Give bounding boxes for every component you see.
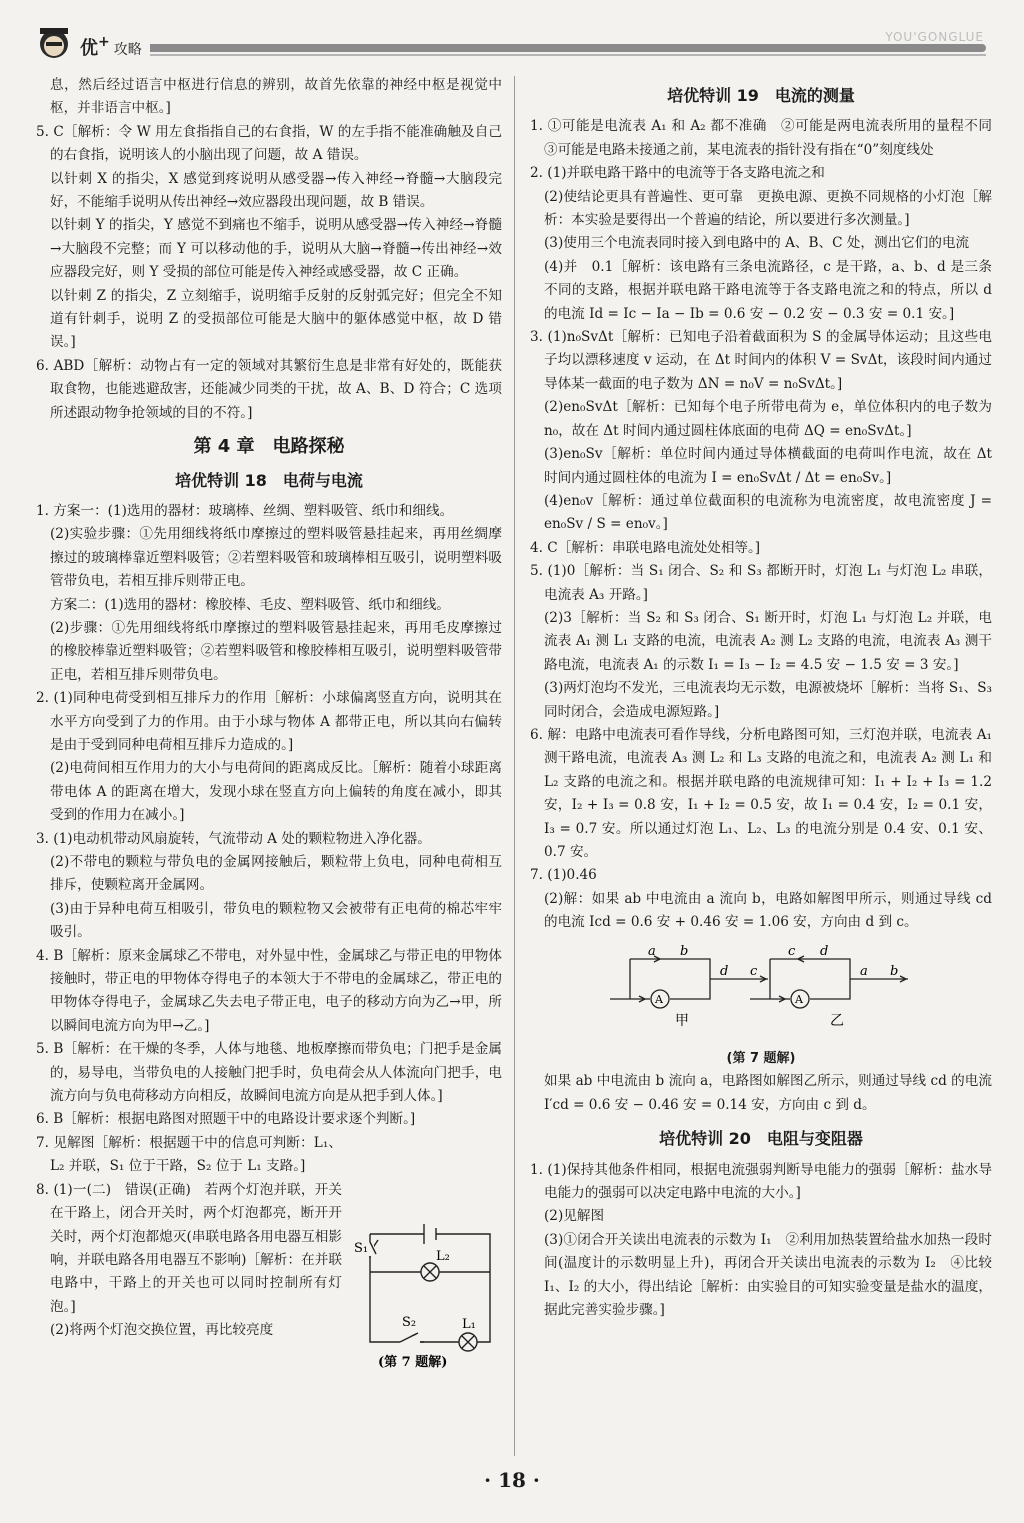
answer-5-part-1: 5. C［解析：令 W 用左食指指自己的右食指，W 的左手指不能准确触及自己的右食指，说明该人的小脑出现了问题，故 A 错误。 xyxy=(36,123,502,164)
circuit-diagrams-q7 xyxy=(530,939,992,1039)
s19-answer-2-part-1: 2. (1)并联电路干路中的电流等于各支路电流之和 xyxy=(530,165,825,182)
label-yi: 乙 xyxy=(830,1012,844,1029)
label-jia-a: a xyxy=(648,943,656,959)
s19-answer-3-part-3: (3)en₀Sv［解析：单位时间内通过导体横截面的电荷叫作电流，故在 Δt 时间内通过圆柱体的电流为 I = en₀SvΔt / Δt = en₀Sv。] xyxy=(544,446,992,486)
s18-answer-2-part-1: 2. (1)同种电荷受到相互排斥力的作用［解析：小球偏离竖直方向，说明其在水平方向受到了力的作用。由于小球与物体 A 都带正电，所以其向右偏转是由于受到同种电荷相互排斥力造成的。] xyxy=(36,690,502,753)
label-jia: 甲 xyxy=(675,1012,689,1029)
answer-5-part-2: 以针刺 X 的指尖，X 感觉到疼说明从感受器→传入神经→脊髓→大脑段完好，不能缩手说明从传出神经→效应器段出现问题，故 B 错误。 xyxy=(50,170,502,211)
s19-answer-2-part-3: (3)使用三个电流表同时接入到电路中的 A、B、C 处，测出它们的电流 xyxy=(544,235,970,252)
page-number: · 18 · xyxy=(484,1468,540,1492)
s18-answer-7: 7. 见解图［解析：根据题干中的信息可判断：L₁、L₂ 并联，S₁ 位于干路，S₂ 位于 L₁ 支路。] xyxy=(36,1134,342,1175)
s18-answer-8-part-1: 8. (1)一(二) 错误(正确) 若两个灯泡并联，开关在干路上，闭合开关时，两个灯泡都亮，断开开关时，两个灯泡都熄灭(串联电路各用电器互相影响，并联电路各用电器互不影响)［解析：在并联电路中，干路上的开关也可以同时控制所有灯泡。] xyxy=(36,1181,342,1315)
s18-answer-8-part-2: (2)将两个灯泡交换位置，再比较亮度 xyxy=(50,1322,274,1339)
s18-answer-3-part-2: (2)不带电的颗粒与带负电的金属网接触后，颗粒带上负电，同种电荷相互排斥，使颗粒离开金属网。 xyxy=(50,854,502,894)
label-yi-c: c xyxy=(788,943,796,959)
chapter-title: 第 4 章 电路探秘 xyxy=(193,436,345,458)
intro-text: 息，然后经过语言中枢进行信息的辨别，故首先依靠的神经中枢是视觉中枢，并非语言中枢。] xyxy=(50,77,502,117)
s18-answer-3-part-3: (3)由于异种电荷互相吸引，带负电的颗粒物又会被带有正电荷的棉芯牢牢吸引。 xyxy=(50,900,502,941)
label-yi-b: b xyxy=(890,963,899,979)
label-l1: L₁ xyxy=(462,1317,476,1332)
s19-answer-2-part-4: (4)并 0.1［解析：该电路有三条电流路径，c 是干路，a、b、d 是三条不同的支路，根据并联电路干路电流等于各支路电流之和的特点，所以 d 的电流 Id = Ic − Ia − Ib = 0.6 安 − 0.2 安 − 0.3 安 = 0.1 安。] xyxy=(544,258,992,322)
s20-answer-1-part-3: (3)①闭合开关读出电流表的示数为 I₁ ②利用加热装置给盐水加热一段时间(温度计的示数明显上升)，再闭合开关读出电流表的示数为 I₂ ④比较 I₁、I₂ 的大小，得出结论［解析：由实验目的可知实验变量是盐水的温度，据此完善实验步骤。] xyxy=(544,1231,992,1319)
s18-answer-1-part-1: 1. 方案一：(1)选用的器材：玻璃棒、丝绸、塑料吸管、纸巾和细线。 xyxy=(36,502,454,519)
s19-answer-2-part-2: (2)使结论更具有普遍性、更可靠 更换电源、更换不同规格的小灯泡［解析：本实验是要得出一个普遍的结论，所以要进行多次测量。] xyxy=(544,188,992,229)
label-yi-d: d xyxy=(820,943,829,959)
s19-answer-7-part-2: (2)解：如果 ab 中电流由 a 流向 b，电路如解图甲所示，则通过导线 cd 的电流 Icd = 0.6 安 + 0.46 安 = 1.06 安，方向由 d 到 c。 xyxy=(544,890,992,931)
s19-answer-1: 1. ①可能是电流表 A₁ 和 A₂ 都不准确 ②可能是两电流表所用的量程不同 ③可能是电路未接通之前，某电流表的指针没有指在“0”刻度线处 xyxy=(530,118,1006,158)
s20-answer-1-part-1: 1. (1)保持其他条件相同，根据电流强弱判断导电能力的强弱［解析：盐水导电能力的强弱可以决定电路中电流的大小。] xyxy=(530,1161,992,1202)
label-jia-c: c xyxy=(750,963,758,979)
s19-answer-3-part-4: (4)en₀v［解析：通过单位截面积的电流称为电流密度，故电流密度 J = en₀Sv / S = en₀v。] xyxy=(544,492,992,533)
s19-answer-5-part-1: 5. (1)0［解析：当 S₁ 闭合、S₂ 和 S₃ 都断开时，灯泡 L₁ 与灯泡 L₂ 串联，电流表 A₃ 开路。] xyxy=(530,563,992,603)
label-l2: L₂ xyxy=(436,1249,450,1264)
section-19-title: 培优特训 19 电流的测量 xyxy=(667,86,855,105)
answer-5-part-3: 以针刺 Y 的指尖，Y 感觉不到痛也不缩手，说明从感受器→传入神经→脊髓→大脑段不完整；而 Y 可以移动他的手，说明从大脑→脊髓→传出神经→效应器段完好，则 Y 受损的部位可能是传入神经或感受器，故 C 正确。 xyxy=(50,217,502,281)
section-20-title: 培优特训 20 电阻与变阻器 xyxy=(659,1129,863,1149)
section-18-title: 培优特训 18 电荷与电流 xyxy=(175,470,363,490)
label-s2: S₂ xyxy=(402,1315,417,1330)
s18-answer-2-part-2: (2)电荷间相互作用力的大小与电荷间的距离成反比。［解析：随着小球距离带电体 A 的距离在增大，发现小球在竖直方向上偏转的角度在减小，即其受到的作用力在减小。] xyxy=(50,760,502,824)
header-rule-thin xyxy=(150,54,986,56)
figure-caption-right: (第 7 题解) xyxy=(726,1051,796,1067)
s19-answer-7-part-3: 如果 ab 中电流由 b 流向 a，电路图如解图乙所示，则通过导线 cd 的电流 I′cd = 0.6 安 − 0.46 安 = 0.14 安，方向由 c 到 d。 xyxy=(544,1073,992,1113)
brand-logo: 优+ 攻略 xyxy=(80,34,142,59)
header-series-name: YOU'GONGLUE xyxy=(885,30,984,44)
s19-answer-3-part-1: 3. (1)n₀SvΔt［解析：已知电子沿着截面积为 S 的金属导体运动；且这些电子均以漂移速度 v 运动，在 Δt 时间内的体积 V = SvΔt，该段时间内通过导体某一截面的电子数为 ΔN = n₀V = n₀SvΔt。] xyxy=(530,329,992,392)
answer-5-part-4: 以针刺 Z 的指尖，Z 立刻缩手，说明缩手反射的反射弧完好；但完全不知道有针刺手，说明 Z 的受损部位可能是大脑中的躯体感觉中枢，故 D 错误。] xyxy=(50,287,502,351)
s19-answer-6: 6. 解：电路中电流表可看作导线，分析电路图可知，三灯泡并联，电流表 A₁ 测干路电流，电流表 A₃ 测 L₂ 和 L₃ 支路的电流之和，电流表 A₂ 测 L₁ 和 L₂ 支路的电流之和。根据并联电路的电流规律可知：I₁ + I₂ + I₃ = 1.2 安，I₂ + I₃ = 0.8 安，I₁ + I₂ = 0.5 安，故 I₁ = 0.4 安，I₂ = 0.1 安，I₃ = 0.7 安。所以通过灯泡 L₁、L₂、L₃ 的电流分别是 0.4 安、0.1 安、0.7 安。 xyxy=(530,726,992,860)
circuit-diagram-q7 xyxy=(340,1212,510,1372)
s18-answer-1-part-4: (2)步骤：①先用细线将纸巾摩擦过的塑料吸管悬挂起来，再用毛皮摩擦过的橡胶棒靠近塑料吸管；②若塑料吸管和橡胶棒相互吸引，说明塑料吸管带正电，若相互排斥则带负电。 xyxy=(50,619,502,683)
s19-answer-5-part-3: (3)两灯泡均不发光，三电流表均无示数，电源被烧坏［解析：当将 S₁、S₃ 同时闭合，会造成电源短路。] xyxy=(544,680,992,720)
figure-caption-left: (第 7 题解) xyxy=(378,1355,448,1370)
header-rule xyxy=(150,44,986,52)
right-column xyxy=(530,74,1006,1323)
s18-answer-3-part-1: 3. (1)电动机带动风扇旋转，气流带动 A 处的颗粒物进入净化器。 xyxy=(36,830,431,847)
label-s1: S₁ xyxy=(354,1241,369,1256)
column-divider xyxy=(514,76,515,1456)
s18-answer-4: 4. B［解析：原来金属球乙不带电，对外显中性，金属球乙与带正电的甲物体接触时，带正电的甲物体夺得电子的本领大于不带电的金属球乙，带正电的甲物体夺得电子，金属球乙失去电子带正电，电子的移动方向为乙→甲，所以瞬间电流方向为甲→乙。] xyxy=(36,947,502,1034)
s19-answer-7-part-1: 7. (1)0.46 xyxy=(530,867,597,884)
s18-answer-6: 6. B［解析：根据电路图对照题干中的电路设计要求逐个判断。] xyxy=(36,1111,416,1128)
answer-6: 6. ABD［解析：动物占有一定的领域对其繁衍生息是非常有好处的，既能获取食物，也能逃避敌害，还能减少同类的干扰，故 A、B、D 符合；C 选项所述跟动物争抢领域的目的不符。] xyxy=(36,357,502,421)
s19-answer-3-part-2: (2)en₀SvΔt［解析：已知每个电子所带电荷为 e，单位体积内的电子数为 n₀，故在 Δt 时间内通过圆柱体底面的电荷 ΔQ = en₀SvΔt。] xyxy=(544,399,992,439)
s19-answer-5-part-2: (2)3［解析：当 S₂ 和 S₃ 闭合、S₁ 断开时，灯泡 L₁ 与灯泡 L₂ 并联，电流表 A₁ 测 L₁ 支路的电流，电流表 A₂ 测 L₂ 支路的电流，电流表 A₃ 测干路电流，电流表 A₁ 的示数 I₁ = I₃ − I₂ = 4.5 安 − 1.5 安 = 3 安。] xyxy=(544,609,992,673)
label-yi-ammeter: A xyxy=(795,992,803,1006)
label-yi-a: a xyxy=(860,963,868,979)
s20-answer-1-part-2: (2)见解图 xyxy=(544,1208,605,1225)
label-jia-ammeter: A xyxy=(655,992,663,1006)
s18-answer-5: 5. B［解析：在干燥的冬季，人体与地毯、地板摩擦而带负电；门把手是金属的，易导电，当带负电的人接触门把手时，负电荷会从人体流向门把手，电流方向与负电荷移动方向相反，故瞬间电流方向是从把手到人体。] xyxy=(36,1041,502,1105)
s18-answer-1-part-3: 方案二：(1)选用的器材：橡胶棒、毛皮、塑料吸管、纸巾和细线。 xyxy=(50,596,450,613)
s19-answer-4: 4. C［解析：串联电路电流处处相等。] xyxy=(530,539,761,556)
label-jia-d: d xyxy=(720,963,729,979)
label-jia-b: b xyxy=(680,943,689,959)
left-column xyxy=(36,74,502,1343)
s18-answer-1-part-2: (2)实验步骤：①先用细线将纸巾摩擦过的塑料吸管悬挂起来，再用丝绸摩擦过的玻璃棒靠近塑料吸管；②若塑料吸管和玻璃棒相互吸引，说明塑料吸管带负电，若相互排斥则带正电。 xyxy=(50,526,502,590)
page-header xyxy=(0,0,1024,70)
